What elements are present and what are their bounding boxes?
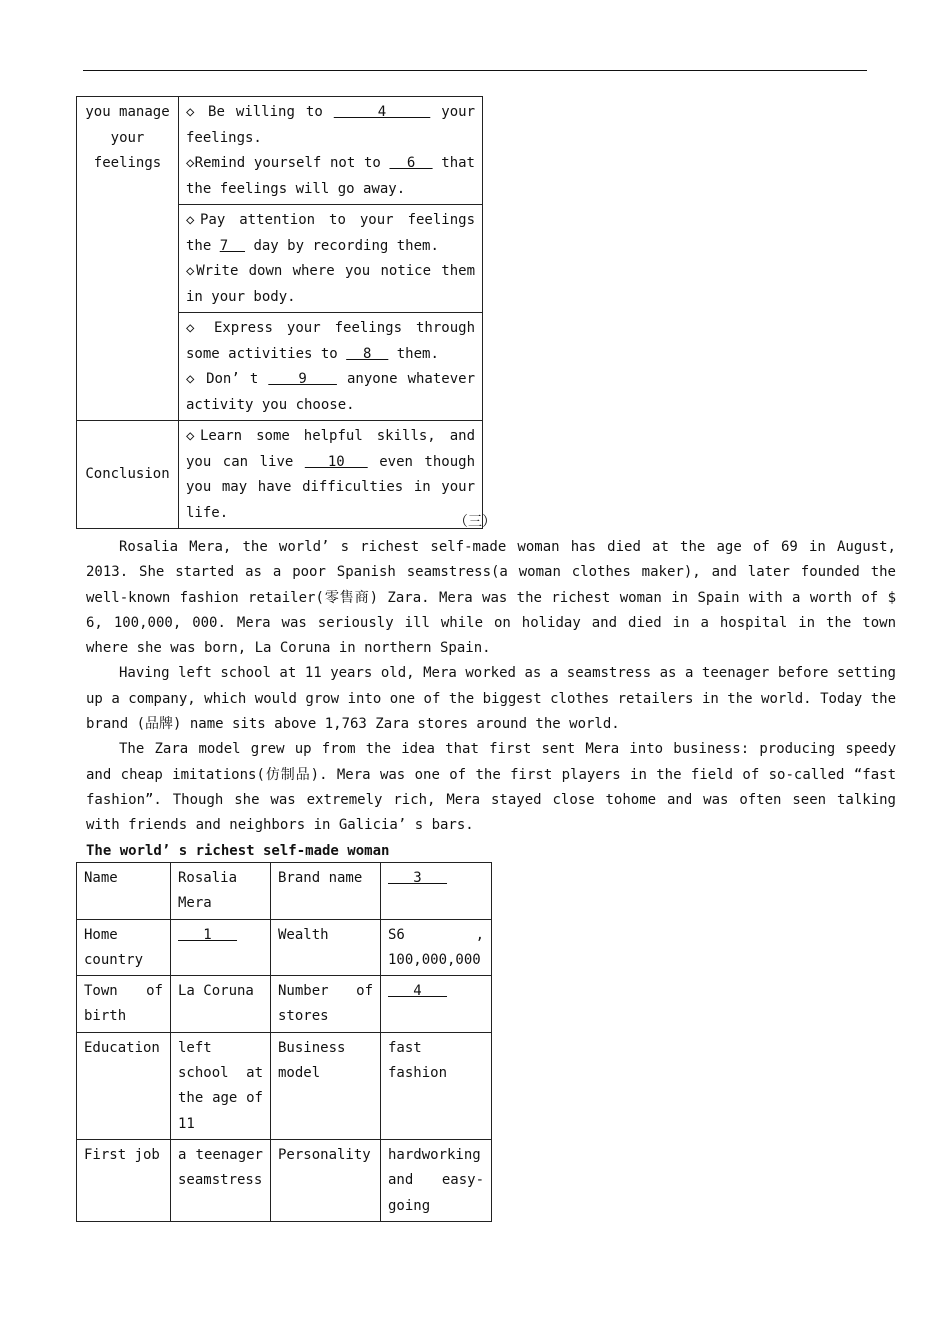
table-cell: S6 , 100,000,000 xyxy=(381,919,492,976)
answer-blank-9[interactable]: 9 xyxy=(268,371,337,387)
answer-blank-1[interactable]: 1 xyxy=(178,926,238,943)
cell-line: ◇ Express your feelings through some activities to 8 them. xyxy=(186,320,475,362)
answer-blank-7[interactable]: 7 xyxy=(219,237,246,254)
reading-passage xyxy=(86,535,896,839)
cell-line: ◇Remind yourself not to 6 that the feelings will go away. xyxy=(186,155,475,197)
top-rule xyxy=(83,70,867,71)
table-row xyxy=(77,919,492,976)
table-cell: Name xyxy=(77,863,171,920)
row-label: Conclusion xyxy=(77,421,179,529)
table-cell: First job xyxy=(77,1139,171,1221)
table-row xyxy=(77,1139,492,1221)
table-cell: Town of birth xyxy=(77,976,171,1033)
passage-paragraph: Rosalia Mera, the world’ s richest self-made woman has died at the age of 69 in August, 2013. She started as a poor Spanish seamstress(a woman clothes maker), and later founded the well-known fashion retailer(零售商) Zara. Mera was the richest woman in Spain with a worth of $ 6, 100,000, 000. Mera was seriously ill while on holiday and died in a hospital in the town where she was born, La Coruna in northern Spain. xyxy=(86,539,896,657)
cell-row3 xyxy=(179,313,483,421)
table-cell xyxy=(381,976,492,1033)
table-cell: Personality xyxy=(271,1139,381,1221)
table-title: The world’ s richest self-made woman xyxy=(86,843,390,859)
section-heading: （三） xyxy=(454,514,496,530)
table-cell: Home country xyxy=(77,919,171,976)
cell-line: ◇Learn some helpful skills, and you can live 10 even though you may have difficulties in your life. xyxy=(186,428,476,521)
profile-table xyxy=(76,862,492,1222)
table-row xyxy=(77,97,483,205)
cell-line: ◇Write down where you notice them in your body. xyxy=(186,263,475,305)
table-cell: Rosalia Mera xyxy=(171,863,271,920)
passage-paragraph: Having left school at 11 years old, Mera worked as a seamstress as a teenager before setting up a company, which would grow into one of the biggest clothes retailers in the world. Today the brand (品牌) name sits above 1,763 Zara stores around the world. xyxy=(86,665,896,733)
table-row xyxy=(77,1032,492,1139)
answer-blank-10[interactable]: 10 xyxy=(304,453,368,470)
feelings-table xyxy=(76,96,483,529)
answer-blank-4[interactable]: 4 xyxy=(388,983,448,1000)
table-cell: hardworking and easy-going xyxy=(381,1139,492,1221)
table-cell: left school at the age of 11 xyxy=(171,1032,271,1139)
answer-blank-8[interactable]: 8 xyxy=(346,345,389,362)
table-cell: Brand name xyxy=(271,863,381,920)
answer-blank-3[interactable]: 3 xyxy=(388,870,448,886)
cell-line: ◇ Don’ t 9 anyone whatever activity you choose. xyxy=(186,371,475,413)
table-cell: Number of stores xyxy=(271,976,381,1033)
answer-blank-6[interactable]: 6 xyxy=(389,155,433,171)
cell-line: ◇ Be willing to 4 your feelings. xyxy=(186,104,476,146)
answer-blank-4[interactable]: 4 xyxy=(333,104,431,120)
cell-line: ◇Pay attention to your feelings the 7 day by recording them. xyxy=(186,212,475,254)
row-label: you manage your feelings xyxy=(77,97,179,421)
passage-paragraph: The Zara model grew up from the idea that first sent Mera into business: producing speedy and cheap imitations(仿制品). Mera was one of the first players in the field of so-called “fast fashion”. Though she was extremely rich, Mera stayed close tohome and was often seen talking with friends and neighbors in Galicia’ s bars. xyxy=(86,741,896,834)
cell-row1 xyxy=(179,97,483,205)
cell-row2 xyxy=(179,205,483,313)
table-cell: Business model xyxy=(271,1032,381,1139)
table-cell: Wealth xyxy=(271,919,381,976)
table-cell: a teenager seamstress xyxy=(171,1139,271,1221)
table-row xyxy=(77,976,492,1033)
table-cell: La Coruna xyxy=(171,976,271,1033)
table-cell xyxy=(171,919,271,976)
table-cell: Education xyxy=(77,1032,171,1139)
table-cell: fast fashion xyxy=(381,1032,492,1139)
table-row xyxy=(77,863,492,920)
table-cell xyxy=(381,863,492,920)
